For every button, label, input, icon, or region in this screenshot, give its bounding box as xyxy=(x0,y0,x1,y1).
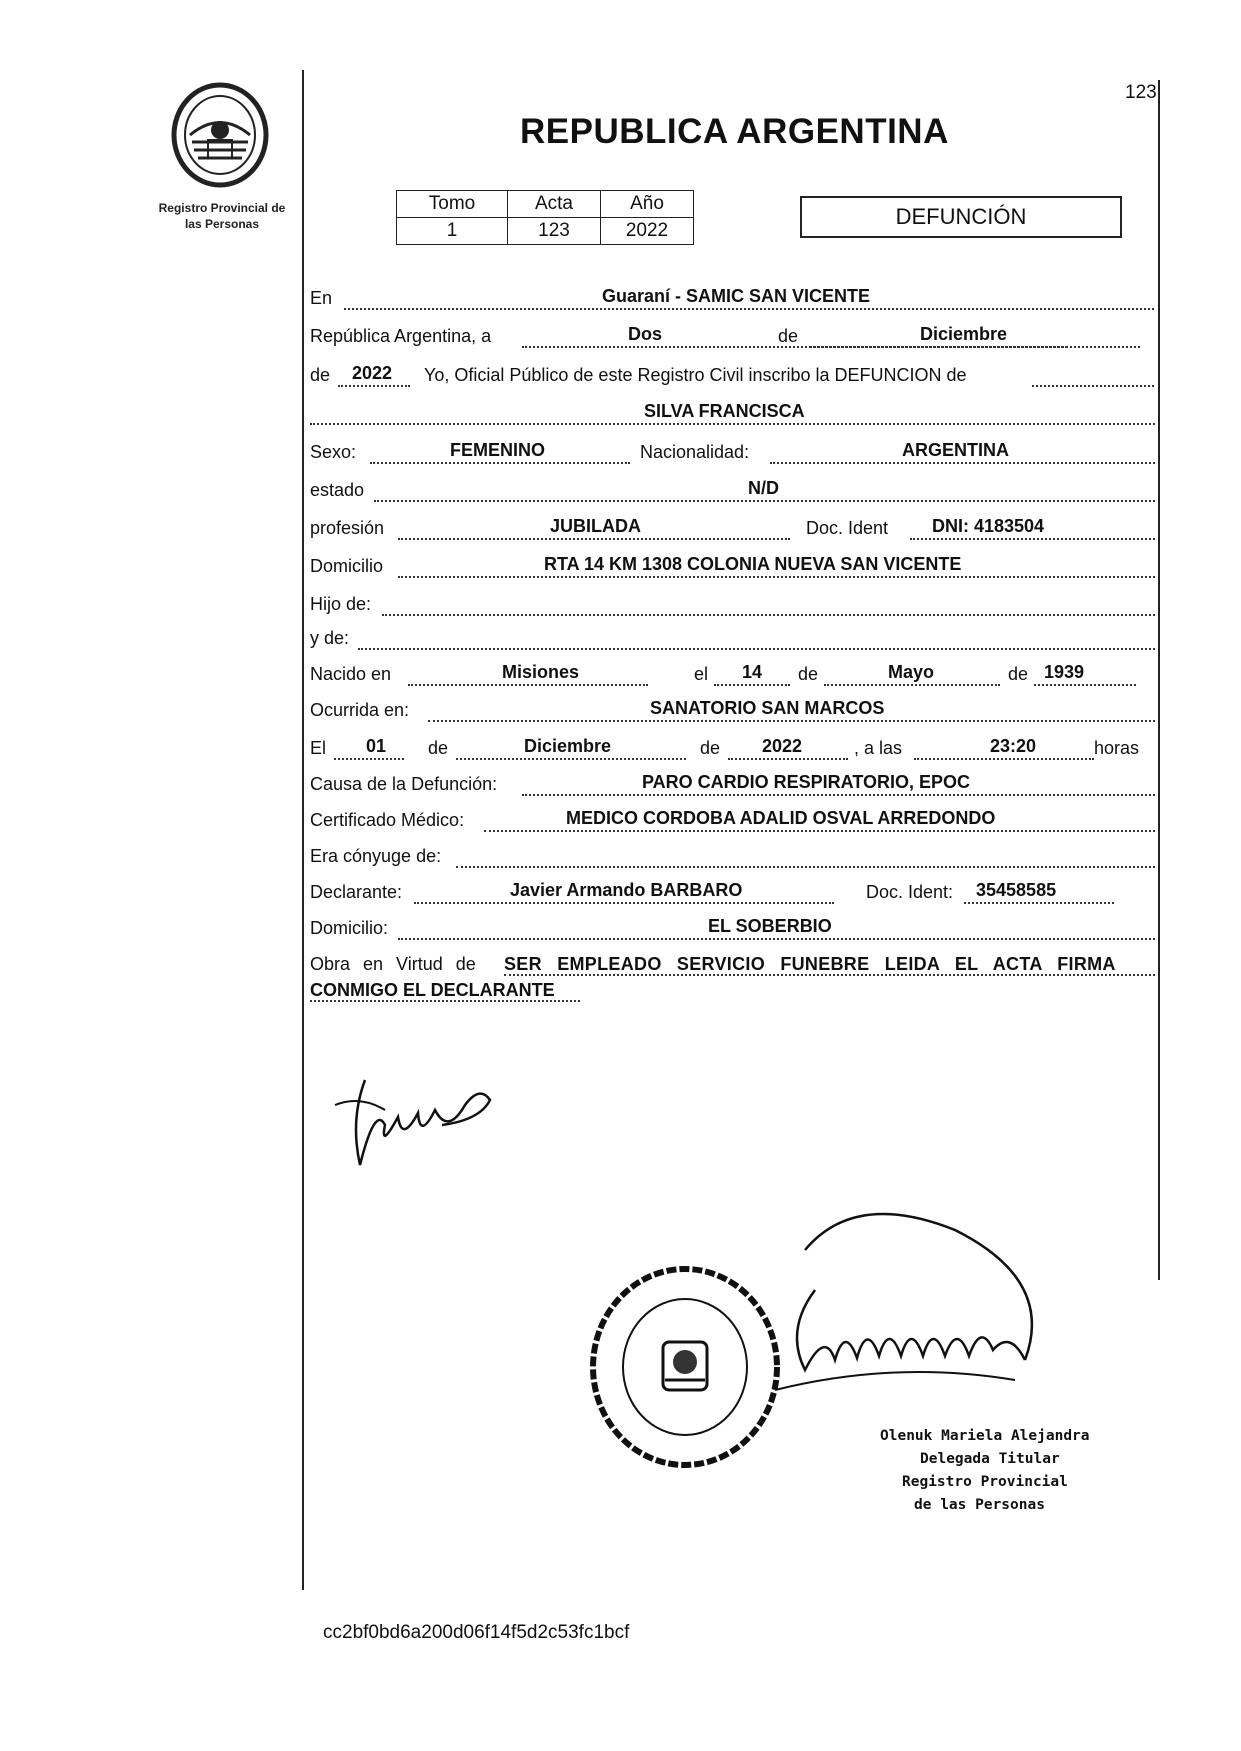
dotted-line xyxy=(484,830,1155,832)
document-hash: cc2bf0bd6a200d06f14f5d2c53fc1bcf xyxy=(323,1622,630,1643)
dotted-line xyxy=(382,614,1155,616)
decl-dom-value: EL SOBERBIO xyxy=(708,916,832,936)
acta-table xyxy=(396,190,694,245)
obra-value-2: CONMIGO EL DECLARANTE xyxy=(310,980,555,1000)
nac-anio: 1939 xyxy=(1044,662,1085,682)
right-margin-line xyxy=(1158,80,1160,1280)
dotted-line xyxy=(1032,385,1154,387)
dotted-line xyxy=(398,938,1155,940)
acta-value: 123 xyxy=(508,218,601,245)
dotted-line xyxy=(914,758,1094,760)
nac-dia: 14 xyxy=(742,662,763,682)
dotted-line xyxy=(310,423,1155,425)
certificado-label: Certificado Médico: xyxy=(310,810,465,830)
anio-header: Año xyxy=(601,191,694,218)
dotted-line xyxy=(370,462,630,464)
registry-label-line1: Registro Provincial de xyxy=(158,201,286,215)
republica-label: República Argentina, a xyxy=(310,326,492,346)
def-anio: 2022 xyxy=(762,736,803,756)
official-signature-block xyxy=(880,1425,1090,1517)
official-org-1: Registro Provincial xyxy=(902,1474,1068,1490)
registry-label-line2: las Personas xyxy=(184,217,260,231)
official-signature xyxy=(775,1210,1155,1410)
mes-value: Diciembre xyxy=(920,324,1008,344)
en-label: En xyxy=(310,288,333,308)
official-org-2: de las Personas xyxy=(914,1497,1045,1513)
domicilio-value: RTA 14 KM 1308 COLONIA NUEVA SAN VICENTE xyxy=(544,554,962,574)
page-number: 123 xyxy=(1125,82,1157,103)
def-dia: 01 xyxy=(366,736,387,756)
row-obra-2 xyxy=(310,980,1155,1006)
causa-value: PARO CARDIO RESPIRATORIO, EPOC xyxy=(642,772,971,792)
alas-label: , a las xyxy=(854,738,903,758)
certificado-value: MEDICO CORDOBA ADALID OSVAL ARREDONDO xyxy=(566,808,996,828)
declarante-value: Javier Armando BARBARO xyxy=(510,880,743,900)
dotted-line xyxy=(310,1000,580,1002)
el2-label: El xyxy=(310,738,327,758)
yde-label: y de: xyxy=(310,628,350,648)
anio-value: 2022 xyxy=(601,218,694,245)
ocurrida-value: SANATORIO SAN MARCOS xyxy=(650,698,885,718)
sexo-value: FEMENINO xyxy=(450,440,546,460)
official-stamp xyxy=(585,1262,785,1472)
nac-mes: Mayo xyxy=(888,662,935,682)
dotted-line xyxy=(504,974,1155,976)
dotted-line xyxy=(456,866,1155,868)
doc-label: Doc. Ident xyxy=(806,518,889,538)
row-declarante xyxy=(310,882,1155,908)
oficial-text: Yo, Oficial Público de este Registro Civil inscribo la DEFUNCION de xyxy=(424,365,967,385)
dotted-line xyxy=(456,758,686,760)
registry-label xyxy=(146,200,298,232)
dotted-line xyxy=(398,538,790,540)
dotted-line xyxy=(338,385,410,387)
en-value: Guaraní - SAMIC SAN VICENTE xyxy=(602,286,871,306)
row-ocurrida xyxy=(310,700,1155,726)
row-en xyxy=(310,288,1155,314)
dotted-line xyxy=(964,902,1114,904)
dotted-line xyxy=(414,902,834,904)
left-margin-line xyxy=(302,70,304,1590)
domicilio-label: Domicilio xyxy=(310,556,384,576)
dotted-line xyxy=(428,720,1155,722)
horas-label: horas xyxy=(1094,738,1140,758)
nacido-label: Nacido en xyxy=(310,664,392,684)
dotted-line xyxy=(522,794,1155,796)
dotted-line xyxy=(408,684,648,686)
row-sexo xyxy=(310,442,1155,468)
row-decl-domicilio xyxy=(310,918,1155,944)
obra-value-1: SER EMPLEADO SERVICIO FUNEBRE LEIDA EL ACTA FIRMA xyxy=(504,954,1116,974)
dotted-line xyxy=(1034,684,1136,686)
profesion-label: profesión xyxy=(310,518,385,538)
def-mes: Diciembre xyxy=(524,736,612,756)
row-estado xyxy=(310,480,1155,506)
row-obra xyxy=(310,954,1155,980)
page-title: REPUBLICA ARGENTINA xyxy=(520,112,949,151)
dotted-line xyxy=(358,648,1155,650)
row-nacido xyxy=(310,664,1155,690)
dotted-line xyxy=(334,758,404,760)
row-nombre xyxy=(310,403,1155,429)
nacido-value: Misiones xyxy=(502,662,580,682)
def-de1: de xyxy=(428,738,449,758)
anio-label: de xyxy=(310,365,331,385)
row-certificado xyxy=(310,810,1155,836)
dotted-line xyxy=(714,684,790,686)
row-causa xyxy=(310,774,1155,800)
dotted-line xyxy=(824,684,1000,686)
dotted-line xyxy=(728,758,848,760)
def-hora: 23:20 xyxy=(990,736,1037,756)
doc-value: DNI: 4183504 xyxy=(932,516,1045,536)
row-conyuge xyxy=(310,846,1155,872)
obra-label: Obra en Virtud de xyxy=(310,954,476,974)
row-profesion xyxy=(310,518,1155,544)
dia-value: Dos xyxy=(628,324,663,344)
nac-de2: de xyxy=(1008,664,1029,684)
el-label: el xyxy=(694,664,709,684)
nac-de1: de xyxy=(798,664,819,684)
tomo-value: 1 xyxy=(397,218,508,245)
decl-doc-value: 35458585 xyxy=(976,880,1057,900)
sexo-label: Sexo: xyxy=(310,442,357,462)
row-yde xyxy=(310,628,1155,654)
estado-value: N/D xyxy=(748,478,779,498)
de-label: de xyxy=(778,326,799,346)
nombre-value: SILVA FRANCISCA xyxy=(644,401,805,421)
official-role: Delegada Titular xyxy=(920,1451,1060,1467)
official-name: Olenuk Mariela Alejandra xyxy=(880,1428,1090,1444)
dotted-line xyxy=(374,500,1155,502)
hijo-label: Hijo de: xyxy=(310,594,372,614)
row-republica xyxy=(310,326,1155,352)
dotted-line xyxy=(770,462,1155,464)
tomo-header: Tomo xyxy=(397,191,508,218)
def-de2: de xyxy=(700,738,721,758)
tipo-acta-box: DEFUNCIÓN xyxy=(800,196,1122,238)
decl-dom-label: Domicilio: xyxy=(310,918,389,938)
dotted-line xyxy=(344,308,1154,310)
row-domicilio xyxy=(310,556,1155,582)
acta-header: Acta xyxy=(508,191,601,218)
declarant-signature xyxy=(330,1065,510,1185)
dotted-line xyxy=(910,538,1155,540)
dotted-line xyxy=(810,346,1140,348)
decl-doc-label: Doc. Ident: xyxy=(866,882,954,902)
dotted-line xyxy=(398,576,1155,578)
causa-label: Causa de la Defunción: xyxy=(310,774,498,794)
ocurrida-label: Ocurrida en: xyxy=(310,700,410,720)
row-fecha-defuncion xyxy=(310,738,1155,764)
provincial-seal-logo xyxy=(168,80,273,190)
estado-label: estado xyxy=(310,480,365,500)
declarante-label: Declarante: xyxy=(310,882,403,902)
conyuge-label: Era cónyuge de: xyxy=(310,846,442,866)
profesion-value: JUBILADA xyxy=(550,516,642,536)
row-oficial xyxy=(310,365,1155,391)
row-hijo xyxy=(310,594,1155,620)
nacionalidad-value: ARGENTINA xyxy=(902,440,1009,460)
anio-value-text: 2022 xyxy=(352,363,393,383)
nacionalidad-label: Nacionalidad: xyxy=(640,442,750,462)
